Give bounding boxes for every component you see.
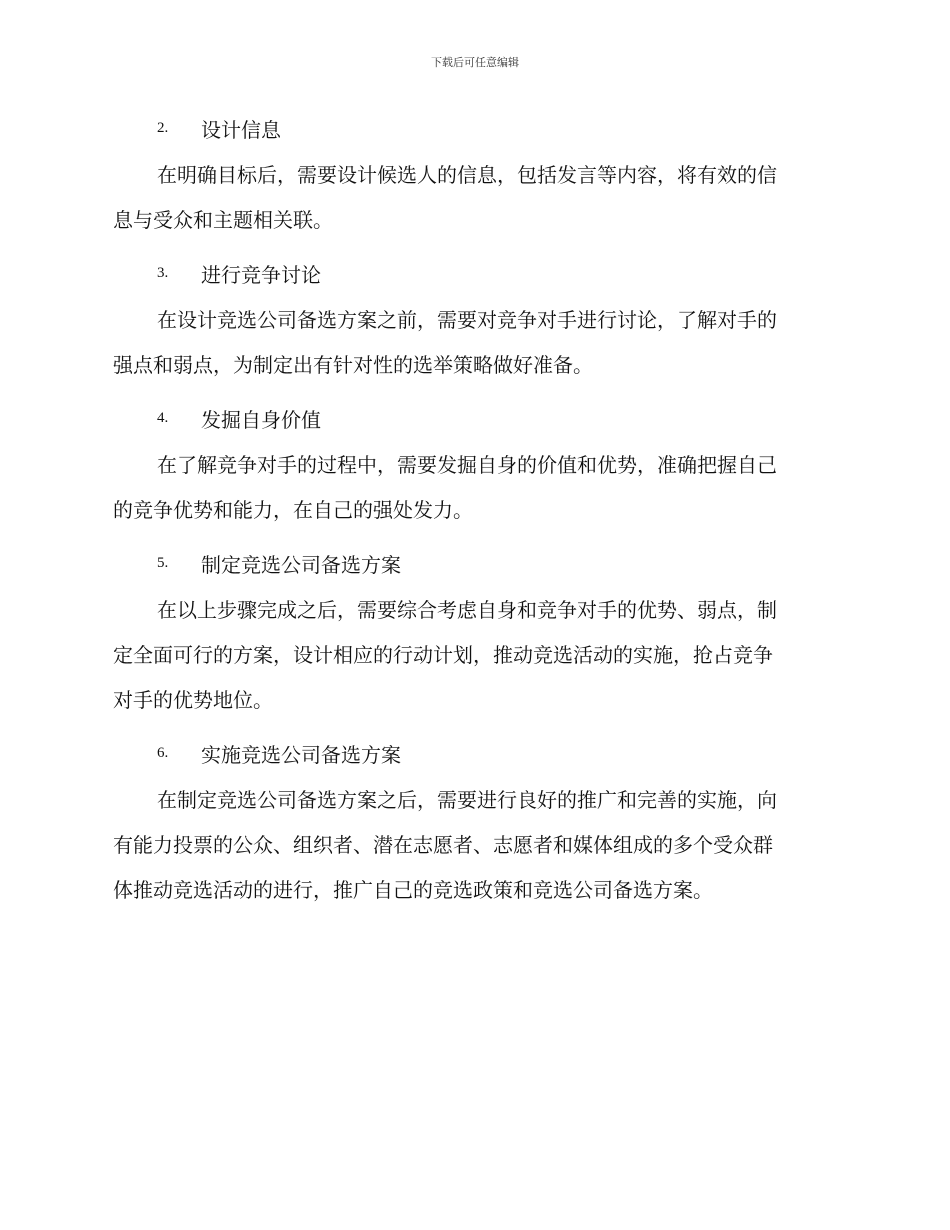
section-heading-5 — [113, 547, 835, 579]
paragraph-line: 在了解竞争对手的过程中，需要发掘自身的价值和优势，准确把握自己 — [157, 453, 777, 477]
section-number: 2. — [157, 119, 169, 136]
paragraph-line: 在以上步骤完成之后，需要综合考虑自身和竞争对手的优势、弱点，制 — [157, 598, 777, 622]
section-title: 设计信息 — [201, 117, 281, 142]
section-paragraph-6 — [113, 778, 835, 913]
paragraph-line: 息与受众和主题相关联。 — [113, 208, 333, 232]
paragraph-line: 在明确目标后，需要设计候选人的信息，包括发言等内容，将有效的信 — [157, 163, 777, 187]
section-title: 制定竞选公司备选方案 — [201, 552, 401, 577]
section-paragraph-5 — [113, 588, 835, 723]
paragraph-line: 强点和弱点，为制定出有针对性的选举策略做好准备。 — [113, 353, 593, 377]
paragraph-line: 体推动竞选活动的进行，推广自己的竞选政策和竞选公司备选方案。 — [113, 878, 713, 902]
document-body — [113, 112, 835, 913]
section-heading-3 — [113, 257, 835, 289]
section-paragraph-4 — [113, 443, 835, 533]
section-title: 发掘自身价值 — [201, 407, 321, 432]
paragraph-line: 定全面可行的方案，设计相应的行动计划，推动竞选活动的实施，抢占竞争 — [113, 643, 773, 667]
section-number: 4. — [157, 409, 169, 426]
paragraph-line: 在设计竞选公司备选方案之前，需要对竞争对手进行讨论，了解对手的 — [157, 308, 777, 332]
section-paragraph-2 — [113, 153, 835, 243]
paragraph-line: 在制定竞选公司备选方案之后，需要进行良好的推广和完善的实施，向 — [157, 788, 777, 812]
page-header: 下载后可任意编辑 — [431, 56, 519, 69]
paragraph-line: 有能力投票的公众、组织者、潜在志愿者、志愿者和媒体组成的多个受众群 — [113, 833, 773, 857]
section-number: 3. — [157, 264, 169, 281]
section-title: 实施竞选公司备选方案 — [201, 742, 401, 767]
paragraph-line: 对手的优势地位。 — [113, 688, 273, 712]
section-number: 6. — [157, 744, 169, 761]
section-heading-6 — [113, 737, 835, 769]
section-heading-2 — [113, 112, 835, 144]
section-heading-4 — [113, 402, 835, 434]
section-title: 进行竞争讨论 — [201, 262, 321, 287]
section-paragraph-3 — [113, 298, 835, 388]
paragraph-line: 的竞争优势和能力，在自己的强处发力。 — [113, 498, 473, 522]
section-number: 5. — [157, 554, 169, 571]
